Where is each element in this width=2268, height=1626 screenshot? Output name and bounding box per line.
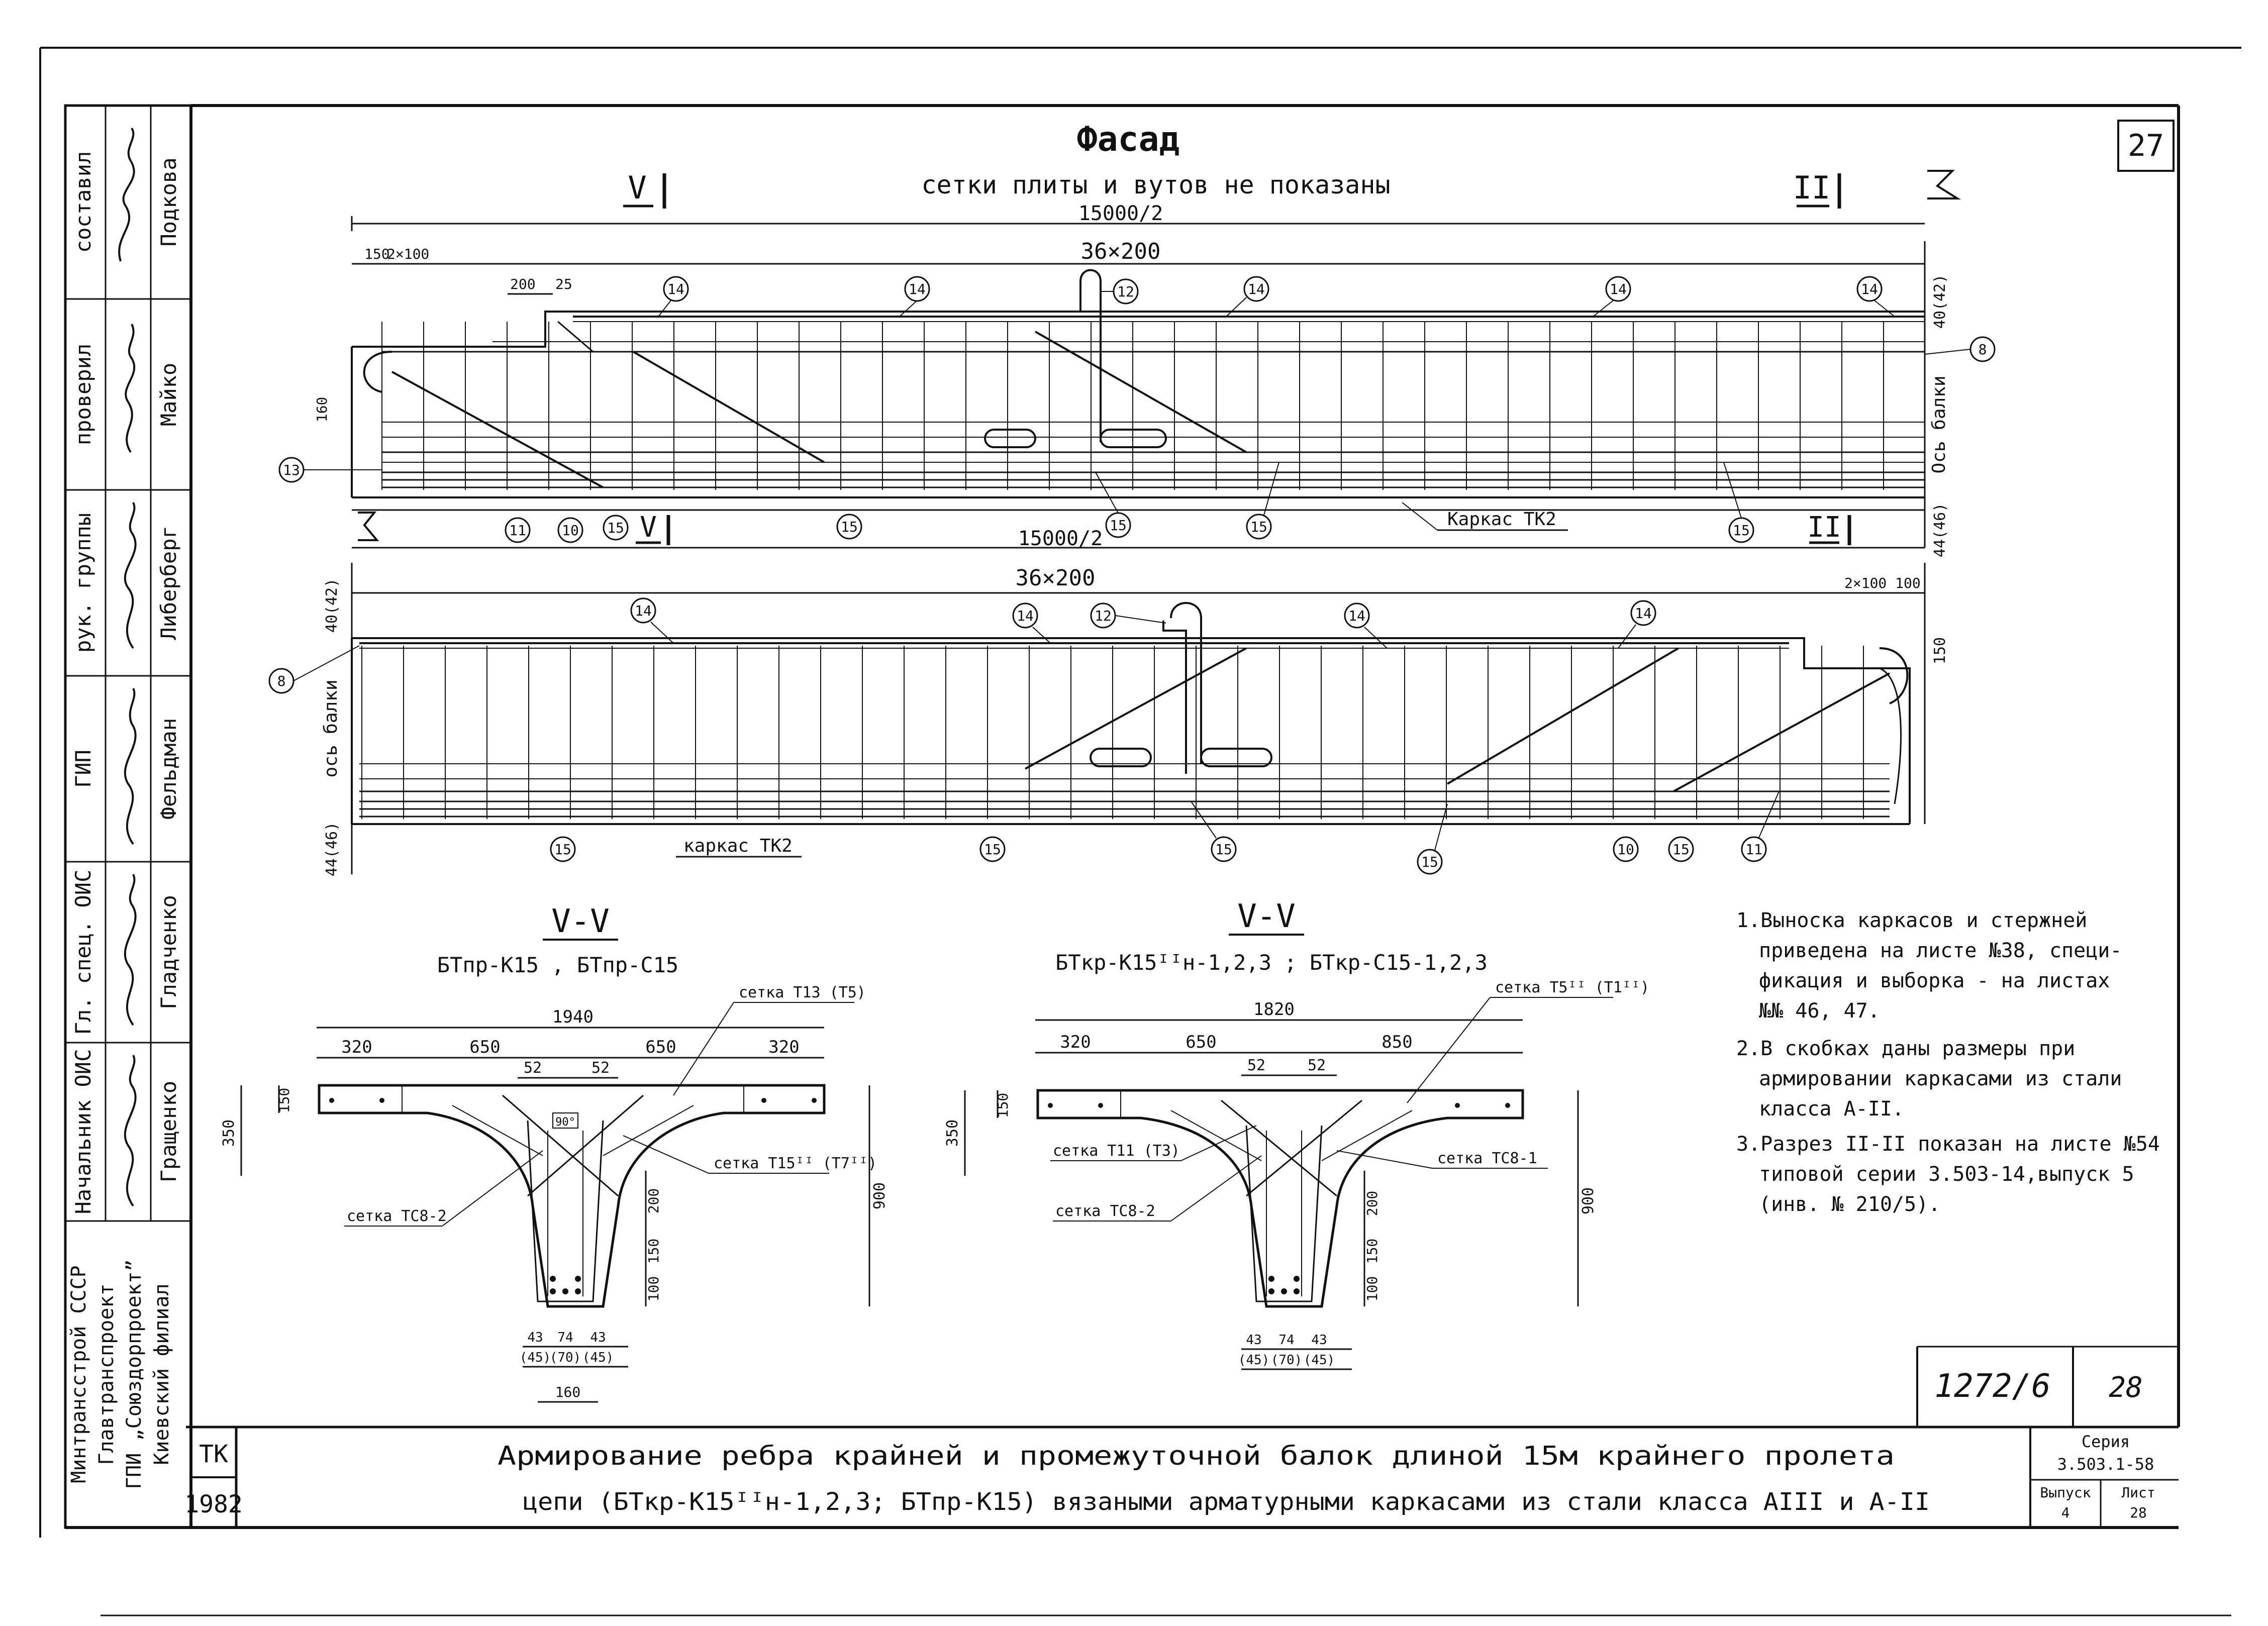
- section-mark-v-top: [623, 169, 664, 209]
- svg-text:15: 15: [1733, 522, 1750, 539]
- beam2-left-bottom-dim: 44(46): [323, 822, 341, 877]
- svg-text:II: II: [1793, 169, 1831, 206]
- beam2-frame-label: каркас ТК2: [683, 836, 793, 856]
- note-line-1: 1.Выноска каркасов и стержней: [1736, 909, 2088, 932]
- note-line-2: приведена на листе №38, специ-: [1759, 939, 2122, 962]
- note-line-3: фикация и выборка - на листах: [1759, 969, 2110, 992]
- section2-flange: 150: [995, 1092, 1011, 1119]
- svg-text:14: 14: [635, 602, 652, 619]
- section1-bottom-total: 160: [555, 1384, 581, 1400]
- svg-text:14: 14: [1635, 605, 1652, 622]
- section1-bottom2-3: (45): [582, 1350, 614, 1365]
- beam1-mark-bottom-7: [1724, 462, 1753, 542]
- signature-4: [125, 688, 136, 844]
- section1-web-2: 150: [645, 1238, 662, 1264]
- section2-height-total: 900: [1580, 1187, 1597, 1215]
- stamp-name-5: Гладченко: [156, 895, 181, 1009]
- beam1-stirrups: [382, 322, 1884, 490]
- svg-text:15: 15: [554, 841, 571, 858]
- note-line-6: армировании каркасами из стали: [1759, 1067, 2122, 1090]
- beam1-dim-2x100: 2×100: [387, 246, 430, 262]
- note-line-4: №№ 46, 47.: [1759, 999, 1880, 1023]
- title-tk: ТК: [199, 1440, 228, 1468]
- title-block: [184, 1427, 2179, 1528]
- section2-label-t11: сетка Т11 (Т3): [1053, 1142, 1180, 1160]
- beam2-mark-top-4: [1345, 603, 1387, 648]
- svg-text:14: 14: [909, 281, 926, 297]
- beam1-dim-25: 25: [555, 276, 572, 292]
- svg-text:15: 15: [1250, 519, 1267, 535]
- beam1-dim-200: 200: [510, 276, 536, 292]
- svg-text:8: 8: [1978, 341, 1987, 358]
- beam2-right-dim: 150: [1931, 637, 1949, 665]
- stamp-name-6: Гращенко: [156, 1080, 181, 1183]
- stamp-role-3: рук. группы: [71, 513, 95, 653]
- beam1-mark-bottom-3: [604, 516, 628, 540]
- svg-text:15: 15: [1110, 517, 1127, 534]
- stamp-role-4: ГИП: [71, 750, 95, 788]
- beam2-elevation: [269, 563, 1949, 876]
- section2-label-t5: сетка Т5ᴵᴵ (Т1ᴵᴵ): [1495, 979, 1650, 996]
- beam2-dim-right: 2×100 100: [1844, 575, 1921, 591]
- note-line-10: (инв. № 210/5).: [1759, 1193, 1941, 1216]
- section1-label-t15: сетка Т15ᴵᴵ (Т7ᴵᴵ): [714, 1155, 877, 1172]
- svg-text:14: 14: [1861, 281, 1878, 297]
- section-mark-ii-bottom: [1807, 511, 1849, 545]
- svg-text:15: 15: [841, 519, 858, 535]
- note-line-9: типовой серии 3.503-14,выпуск 5: [1759, 1163, 2134, 1186]
- title-line-2: цепи (БТкр-К15ᴵᴵн-1,2,3; БТпр-К15) вязаными арматурными каркасами из стали класса АIII и А-II: [523, 1488, 1930, 1516]
- signature-5: [125, 874, 136, 1025]
- beam2-axis-label: ось балки: [321, 679, 341, 778]
- beam1-length-dim-2: 15000/2: [1018, 527, 1103, 550]
- svg-text:15: 15: [1215, 841, 1232, 858]
- section2-label-tc8-2: сетка ТС8-2: [1055, 1202, 1155, 1220]
- org-line-3: ГПИ „Союздорпроект”: [123, 1259, 146, 1489]
- beam2-mark-bottom-2: [980, 837, 1005, 861]
- signature-1: [119, 128, 134, 261]
- section2-dim-3: 850: [1382, 1032, 1413, 1052]
- org-line-2: Главтранспроект: [95, 1283, 118, 1465]
- section1-label: V-V: [551, 903, 610, 940]
- beam2-mark-bottom-4: [1418, 804, 1447, 874]
- signature-6: [125, 1055, 136, 1206]
- section2-bottom-1: 43: [1246, 1333, 1262, 1348]
- svg-text:11: 11: [509, 522, 526, 539]
- svg-text:15: 15: [607, 520, 624, 536]
- stamp-name-2: Майко: [156, 362, 181, 427]
- reference-number: 1272/6: [1934, 1368, 2051, 1405]
- svg-text:11: 11: [1745, 841, 1762, 858]
- svg-text:15: 15: [1672, 841, 1690, 858]
- general-notes: [1736, 909, 2160, 1216]
- section2-subtitle: БТкр-К15ᴵᴵн-1,2,3 ; БТкр-С15-1,2,3: [1055, 950, 1488, 975]
- beam2-mark-bottom-6: [1669, 837, 1693, 861]
- svg-text:13: 13: [283, 462, 300, 478]
- org-line-1: Минтрансстрой СССР: [67, 1265, 90, 1483]
- section1-subtitle: БТпр-К15 , БТпр-С15: [437, 953, 679, 977]
- section1-bottom-1: 43: [527, 1330, 543, 1345]
- section1-height-total: 900: [871, 1182, 889, 1210]
- section1-web-1: 200: [645, 1188, 662, 1214]
- section2-dim-2: 650: [1186, 1032, 1217, 1052]
- beam1-dim-150: 150: [364, 246, 390, 262]
- section2-height1: 350: [944, 1119, 961, 1147]
- sheet-value: 28: [2130, 1504, 2147, 1521]
- section1-angle: 90°: [555, 1116, 575, 1129]
- issue-label: Выпуск: [2040, 1484, 2091, 1501]
- section1-bottom2-2: (70): [549, 1350, 581, 1365]
- section-mark-ii-top: [1793, 169, 1839, 209]
- section1-inner-1: 52: [523, 1059, 542, 1077]
- beam1-right-top-dim: 40(42): [1931, 274, 1949, 329]
- section1-bottom-2: 74: [557, 1330, 573, 1345]
- signature-3: [125, 502, 136, 648]
- sheet-number-box: [2118, 121, 2174, 171]
- section2-dim-1: 320: [1060, 1032, 1091, 1052]
- svg-text:15: 15: [984, 841, 1001, 858]
- section2-web-2: 150: [1364, 1238, 1380, 1264]
- svg-text:14: 14: [1017, 607, 1034, 624]
- section1-label-tc8: сетка ТС8-2: [347, 1207, 447, 1225]
- svg-text:14: 14: [667, 281, 684, 297]
- facade-title: Фасад: [1076, 120, 1180, 159]
- section2-total: 1820: [1253, 999, 1295, 1020]
- beam1-mark-bottom-1: [506, 518, 530, 542]
- svg-text:10: 10: [562, 522, 579, 539]
- section1-bottom2-1: (45): [519, 1350, 551, 1365]
- beam1-mark-left: [279, 458, 382, 482]
- beam1-mark-bottom-4: [837, 515, 861, 539]
- beam2-mark-top-5: [1618, 601, 1655, 648]
- svg-text:V: V: [640, 511, 657, 544]
- reference-box: [1917, 1347, 2179, 1427]
- signature-2: [126, 324, 134, 452]
- beam2-mark-top-3: [1091, 603, 1166, 628]
- section2-bottom-3: 43: [1311, 1333, 1327, 1348]
- svg-text:II: II: [1807, 511, 1841, 544]
- beam1-span-dim: 36×200: [1080, 239, 1161, 264]
- org-line-4: Киевский филиал: [150, 1283, 173, 1465]
- sheet-number: 27: [2127, 128, 2164, 163]
- stamp-role-1: составил: [71, 151, 95, 253]
- section1-height1: 350: [220, 1119, 238, 1147]
- beam1-axis-label: Ось балки: [1929, 375, 1949, 474]
- beam1-frame-label: Каркас ТК2: [1447, 509, 1556, 530]
- section2-bottom-2: 74: [1278, 1333, 1295, 1348]
- beam1-mark-bottom-6: [1247, 462, 1279, 539]
- section1-dim-3: 650: [645, 1037, 676, 1057]
- note-line-7: класса А-II.: [1759, 1097, 1904, 1121]
- section2-inner-1: 52: [1247, 1057, 1266, 1074]
- sheet-label: Лист: [2121, 1484, 2155, 1501]
- beam1-right-bottom-dim: 44(46): [1931, 502, 1949, 558]
- section1-dim-2: 650: [469, 1037, 501, 1057]
- svg-text:V: V: [628, 169, 647, 206]
- series-value: 3.503.1-58: [2057, 1455, 2154, 1474]
- beam2-mark-bottom-1: [551, 837, 575, 861]
- beam2-mark-bottom-3: [1191, 801, 1236, 861]
- beam1-elevation: [279, 202, 1995, 557]
- section2-inner-2: 52: [1307, 1057, 1326, 1074]
- section1-inner-2: 52: [591, 1059, 610, 1077]
- reference-sheet: 28: [2109, 1371, 2143, 1404]
- beam2-mark-bottom-5: [1614, 837, 1638, 861]
- svg-text:14: 14: [1610, 281, 1627, 297]
- section1-bottom-3: 43: [590, 1330, 606, 1345]
- svg-text:8: 8: [277, 673, 286, 689]
- beam2-span-dim: 36×200: [1015, 565, 1096, 591]
- stamp-role-5: Гл. спец. ОИС: [71, 869, 95, 1035]
- section1-web-3: 100: [645, 1276, 662, 1302]
- section1-label-t13: сетка Т13 (Т5): [739, 984, 866, 1001]
- cross-section-1: [220, 903, 889, 1402]
- section2-web-1: 200: [1364, 1190, 1380, 1216]
- beam2-left-top-dim: 40(42): [323, 578, 341, 633]
- stamp-role-2: проверил: [71, 343, 95, 446]
- beam1-length-dim: 15000/2: [1078, 202, 1163, 225]
- beam1-mark-right: [1925, 337, 1995, 361]
- stamp-block: [65, 106, 191, 1528]
- section-mark-v-bottom: [636, 511, 668, 545]
- section1-flange: 150: [276, 1087, 292, 1113]
- beam1-dim-160: 160: [314, 396, 330, 423]
- cross-section-2: [944, 898, 1649, 1369]
- section2-web-3: 100: [1364, 1276, 1380, 1302]
- title-line-1: Армирование ребра крайней и промежуточной балок длиной 15м крайнего пролета: [498, 1441, 1895, 1471]
- issue-value: 4: [2061, 1504, 2070, 1521]
- section1-dim-1: 320: [341, 1037, 372, 1057]
- section2-bottom2-2: (70): [1270, 1353, 1303, 1368]
- facade-subtitle: сетки плиты и вутов не показаны: [921, 170, 1391, 199]
- sheet-frame: [40, 48, 2241, 1615]
- beam1-mark-bottom-2: [558, 518, 582, 542]
- title-year: 1982: [184, 1490, 243, 1518]
- stamp-name-1: Подкова: [156, 157, 181, 247]
- beam2-mark-left: [269, 646, 359, 693]
- stamp-name-3: Либерберг: [156, 526, 181, 640]
- svg-text:15: 15: [1421, 854, 1438, 870]
- stamp-role-6: Начальник ОИС: [71, 1049, 95, 1214]
- beam1-mark-top-3: [1101, 279, 1138, 303]
- section2-label: V-V: [1237, 898, 1296, 935]
- svg-text:14: 14: [1248, 281, 1265, 297]
- section2-bottom2-3: (45): [1303, 1353, 1335, 1368]
- break-mark-top-right: [1927, 171, 1957, 198]
- beam2-mark-top-1: [631, 598, 673, 643]
- svg-text:12: 12: [1117, 283, 1134, 300]
- section2-bottom2-1: (45): [1238, 1353, 1270, 1368]
- svg-text:10: 10: [1617, 841, 1634, 858]
- note-line-8: 3.Разрез II-II показан на листе №54: [1736, 1133, 2160, 1156]
- section1-dim-4: 320: [768, 1037, 800, 1057]
- note-line-5: 2.В скобках даны размеры при: [1736, 1037, 2076, 1060]
- svg-text:12: 12: [1095, 607, 1112, 624]
- stamp-name-4: Фельдман: [156, 718, 181, 820]
- section1-total: 1940: [552, 1007, 594, 1027]
- svg-text:14: 14: [1348, 607, 1365, 624]
- section2-label-tc8-1: сетка ТС8-1: [1437, 1150, 1537, 1167]
- series-label: Серия: [2081, 1432, 2130, 1451]
